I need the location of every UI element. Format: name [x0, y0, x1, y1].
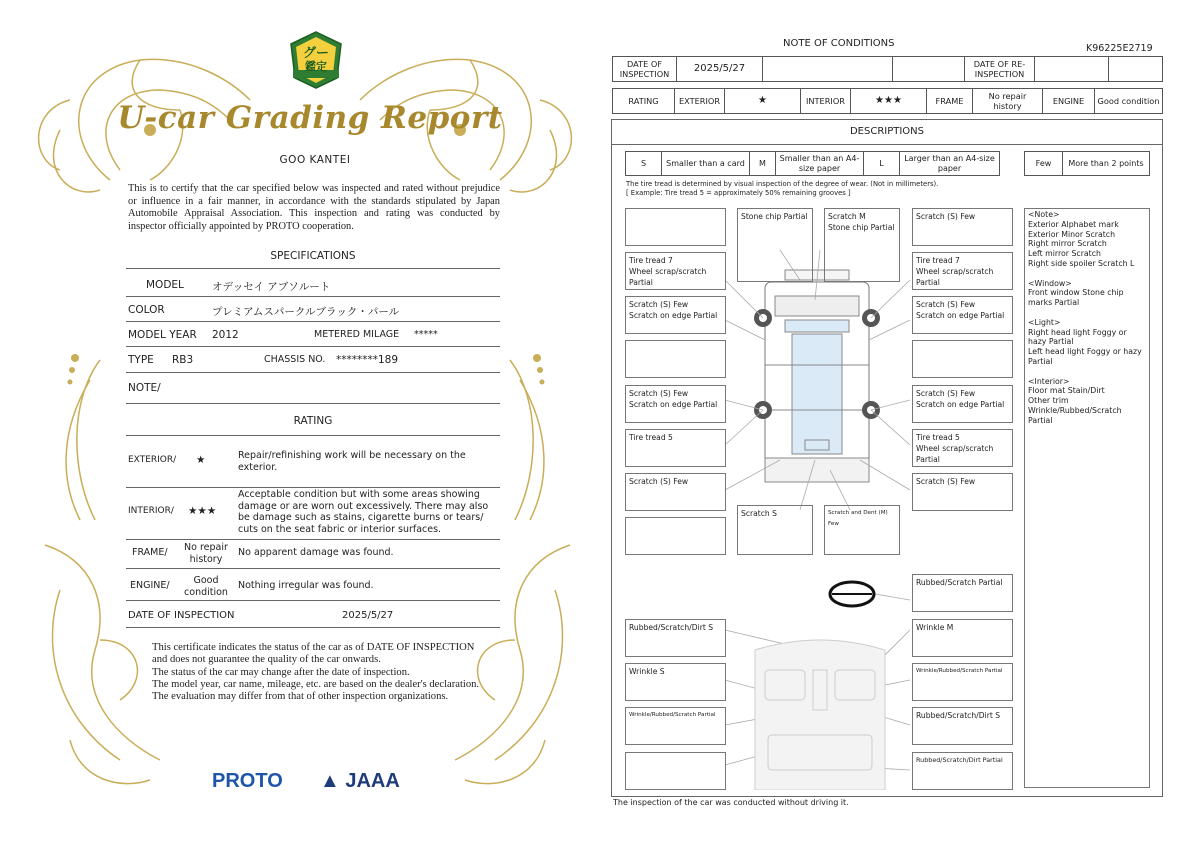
divider [126, 435, 500, 436]
damage-box-left-rear-door: Scratch (S) Few Scratch on edge Partial [625, 385, 726, 423]
year-label: MODEL YEAR [128, 329, 197, 341]
frame-description: No apparent damage was found. [238, 547, 394, 558]
damage-box-interior-right-1: Wrinkle M [912, 619, 1013, 657]
chassis-value: ********189 [336, 354, 399, 366]
engine-value: Good condition [184, 575, 228, 598]
engine-label: ENGINE/ [130, 580, 170, 591]
empty-cell [893, 57, 965, 82]
damage-box-left-rear-tire: Tire tread 5 [625, 429, 726, 467]
certificate-footnote: This certificate indicates the status of the car as of DATE OF INSPECTION and does not guarantee the quality of the car onwards. The status of the car may change after the date of inspection. The model year, car name, mileage, etc. are based on the dealer's declaration. The evaluation may differ from that of other inspection organizations. [152, 642, 480, 703]
damage-box-interior-left-4 [625, 752, 726, 790]
exterior-label: EXTERIOR [675, 89, 725, 114]
few-legend-table [1024, 151, 1150, 176]
damage-box-interior-left-3: Wrinkle/Rubbed/Scratch Partial [625, 707, 726, 745]
tire-tread-note: The tire tread is determined by visual inspection of the degree of wear. (Not in millimeters). [ Example: Tire tread 5 = approximately 50% remaining grooves ] [626, 180, 939, 197]
proto-logo-text: PROTO [212, 770, 283, 792]
notes-panel [1024, 208, 1150, 788]
exterior-stars: ★ [725, 89, 801, 114]
interior-stars: ★★★ [188, 505, 217, 517]
mileage-value: ***** [414, 329, 438, 340]
damage-box-interior-left-2: Wrinkle S [625, 663, 726, 701]
exterior-stars: ★ [196, 454, 206, 466]
date-inspection-value: 2025/5/27 [677, 57, 763, 82]
goo-kantei-logo [287, 30, 345, 90]
legend-m: M [750, 152, 776, 176]
divider [126, 372, 500, 373]
date-reinspection-label: DATE OF RE-INSPECTION [965, 57, 1035, 82]
date-reinspection-value [1035, 57, 1109, 82]
frame-label: FRAME/ [132, 547, 168, 558]
note-label: NOTE/ [128, 382, 161, 394]
divider [126, 539, 500, 540]
damage-box-right-rear-tire: Tire tread 5 Wheel scrap/scratch Partial [912, 429, 1013, 467]
damage-box-right-rear: Scratch (S) Few [912, 473, 1013, 511]
divider [126, 568, 500, 569]
divider [126, 600, 500, 601]
descriptions-heading: DESCRIPTIONS [611, 119, 1163, 145]
specifications-heading: SPECIFICATIONS [270, 250, 356, 262]
model-label: MODEL [146, 279, 184, 291]
damage-box-left-front-door: Scratch (S) Few Scratch on edge Partial [625, 296, 726, 334]
damage-box-left-center [625, 340, 726, 378]
report-subtitle: GOO KANTEI [279, 154, 351, 166]
proto-logo [212, 770, 283, 793]
legend-few: Few [1025, 152, 1063, 176]
divider [126, 321, 500, 322]
empty-cell [1109, 57, 1163, 82]
exterior-description: Repair/refinishing work will be necessary on the exterior. [238, 450, 466, 473]
damage-box-right-center [912, 340, 1013, 378]
notes-text: <Note> Exterior Alphabet mark Exterior Minor Scratch Right mirror Scratch Left mirror Scratch Right side spoiler Scratch L <Window> Front window Stone chip marks Partial <Light> Right head light Foggy or hazy Partial Left head light Foggy or hazy Partial <Interior> Floor mat Stain/Dirt Other trim Wrinkle/Rubbed/Scratch Partial [1028, 210, 1142, 425]
jaaa-emblem-icon: ▲ [320, 770, 340, 792]
rating-summary-table [612, 88, 1163, 114]
damage-box-steering: Rubbed/Scratch Partial [912, 574, 1013, 612]
inspection-footer-note: The inspection of the car was conducted without driving it. [613, 798, 849, 807]
interior-description: Acceptable condition but with some areas showing damage or are worn out excessively. There may also be damage such as stains, cigarette burns or tears/ cuts on the seat fabric or interior surfaces. [238, 489, 489, 535]
frame-value: No repair history [184, 542, 228, 565]
mileage-label: METERED MILAGE [314, 329, 400, 340]
year-value: 2012 [212, 329, 239, 341]
frame-label: FRAME [927, 89, 973, 114]
damage-box-left-rear: Scratch (S) Few [625, 473, 726, 511]
divider [126, 403, 500, 404]
reference-number: K96225E2719 [1086, 43, 1153, 54]
divider [126, 296, 500, 297]
conditions-title: NOTE OF CONDITIONS [783, 38, 895, 49]
damage-box-left-front-tire: Tire tread 7 Wheel scrap/scratch Partial [625, 252, 726, 290]
empty-cell [763, 57, 893, 82]
damage-box-front-glass: Scratch M Stone chip Partial [824, 208, 900, 282]
divider [126, 346, 500, 347]
damage-box-interior-left-1: Rubbed/Scratch/Dirt S [625, 619, 726, 657]
engine-value: Good condition [1095, 89, 1163, 114]
rating-label: RATING [613, 89, 675, 114]
damage-box-front-right: Scratch (S) Few [912, 208, 1013, 246]
color-value: プレミアムスパークルブラック・パール [212, 306, 400, 318]
legend-few-desc: More than 2 points [1063, 152, 1150, 176]
damage-box-hood: Stone chip Partial [737, 208, 813, 282]
inspection-dates-table [612, 56, 1163, 82]
logo-main-text: 鑑定 [305, 60, 327, 73]
damage-box-tailgate: Scratch and Dent (M) Few [824, 505, 900, 555]
damage-box-left-bottom [625, 517, 726, 555]
damage-box-right-front-tire: Tire tread 7 Wheel scrap/scratch Partial [912, 252, 1013, 290]
rating-heading: RATING [293, 415, 333, 427]
report-title: U-car Grading Report [117, 100, 503, 136]
damage-box-interior-right-2: Wrinkle/Rubbed/Scratch Partial [912, 663, 1013, 701]
engine-description: Nothing irregular was found. [238, 580, 374, 591]
legend-s: S [626, 152, 662, 176]
inspection-date-value: 2025/5/27 [342, 610, 394, 621]
logo-top-text: グー [302, 46, 329, 61]
inspection-date-label: DATE OF INSPECTION [128, 610, 235, 621]
damage-box-interior-right-3: Rubbed/Scratch/Dirt S [912, 707, 1013, 745]
exterior-label: EXTERIOR/ [128, 455, 177, 465]
color-label: COLOR [128, 304, 165, 316]
model-value: オデッセイ アブソルート [212, 281, 331, 293]
engine-label: ENGINE [1043, 89, 1095, 114]
divider [126, 268, 500, 269]
legend-l: L [864, 152, 900, 176]
divider [126, 487, 500, 488]
certification-statement: This is to certify that the car specified below was inspected and rated without prejudice or influence in a fair manner, in accordance with the standards stipulated by Japan Automobile Appraisal Association. This inspection and rating was conducted by inspector officially appointed by PROTO cooperation. [128, 183, 500, 232]
chassis-label: CHASSIS NO. [264, 354, 326, 365]
damage-box-interior-right-4: Rubbed/Scratch/Dirt Partial [912, 752, 1013, 790]
damage-box-front-left [625, 208, 726, 246]
legend-s-desc: Smaller than a card [662, 152, 750, 176]
frame-value: No repair history [973, 89, 1043, 114]
damage-box-rear-bumper: Scratch S [737, 505, 813, 555]
damage-box-right-rear-door: Scratch (S) Few Scratch on edge Partial [912, 385, 1013, 423]
legend-m-desc: Smaller than an A4-size paper [776, 152, 864, 176]
interior-label: INTERIOR/ [128, 506, 174, 516]
legend-l-desc: Larger than an A4-size paper [900, 152, 1000, 176]
type-value: RB3 [172, 354, 194, 366]
damage-box-right-front-door: Scratch (S) Few Scratch on edge Partial [912, 296, 1013, 334]
size-legend-table [625, 151, 1000, 176]
type-label: TYPE [128, 354, 154, 366]
date-inspection-label: DATE OF INSPECTION [613, 57, 677, 82]
jaaa-logo [320, 770, 400, 793]
interior-stars: ★★★ [851, 89, 927, 114]
jaaa-logo-text: JAAA [345, 770, 400, 792]
interior-label: INTERIOR [801, 89, 851, 114]
divider [126, 627, 500, 628]
